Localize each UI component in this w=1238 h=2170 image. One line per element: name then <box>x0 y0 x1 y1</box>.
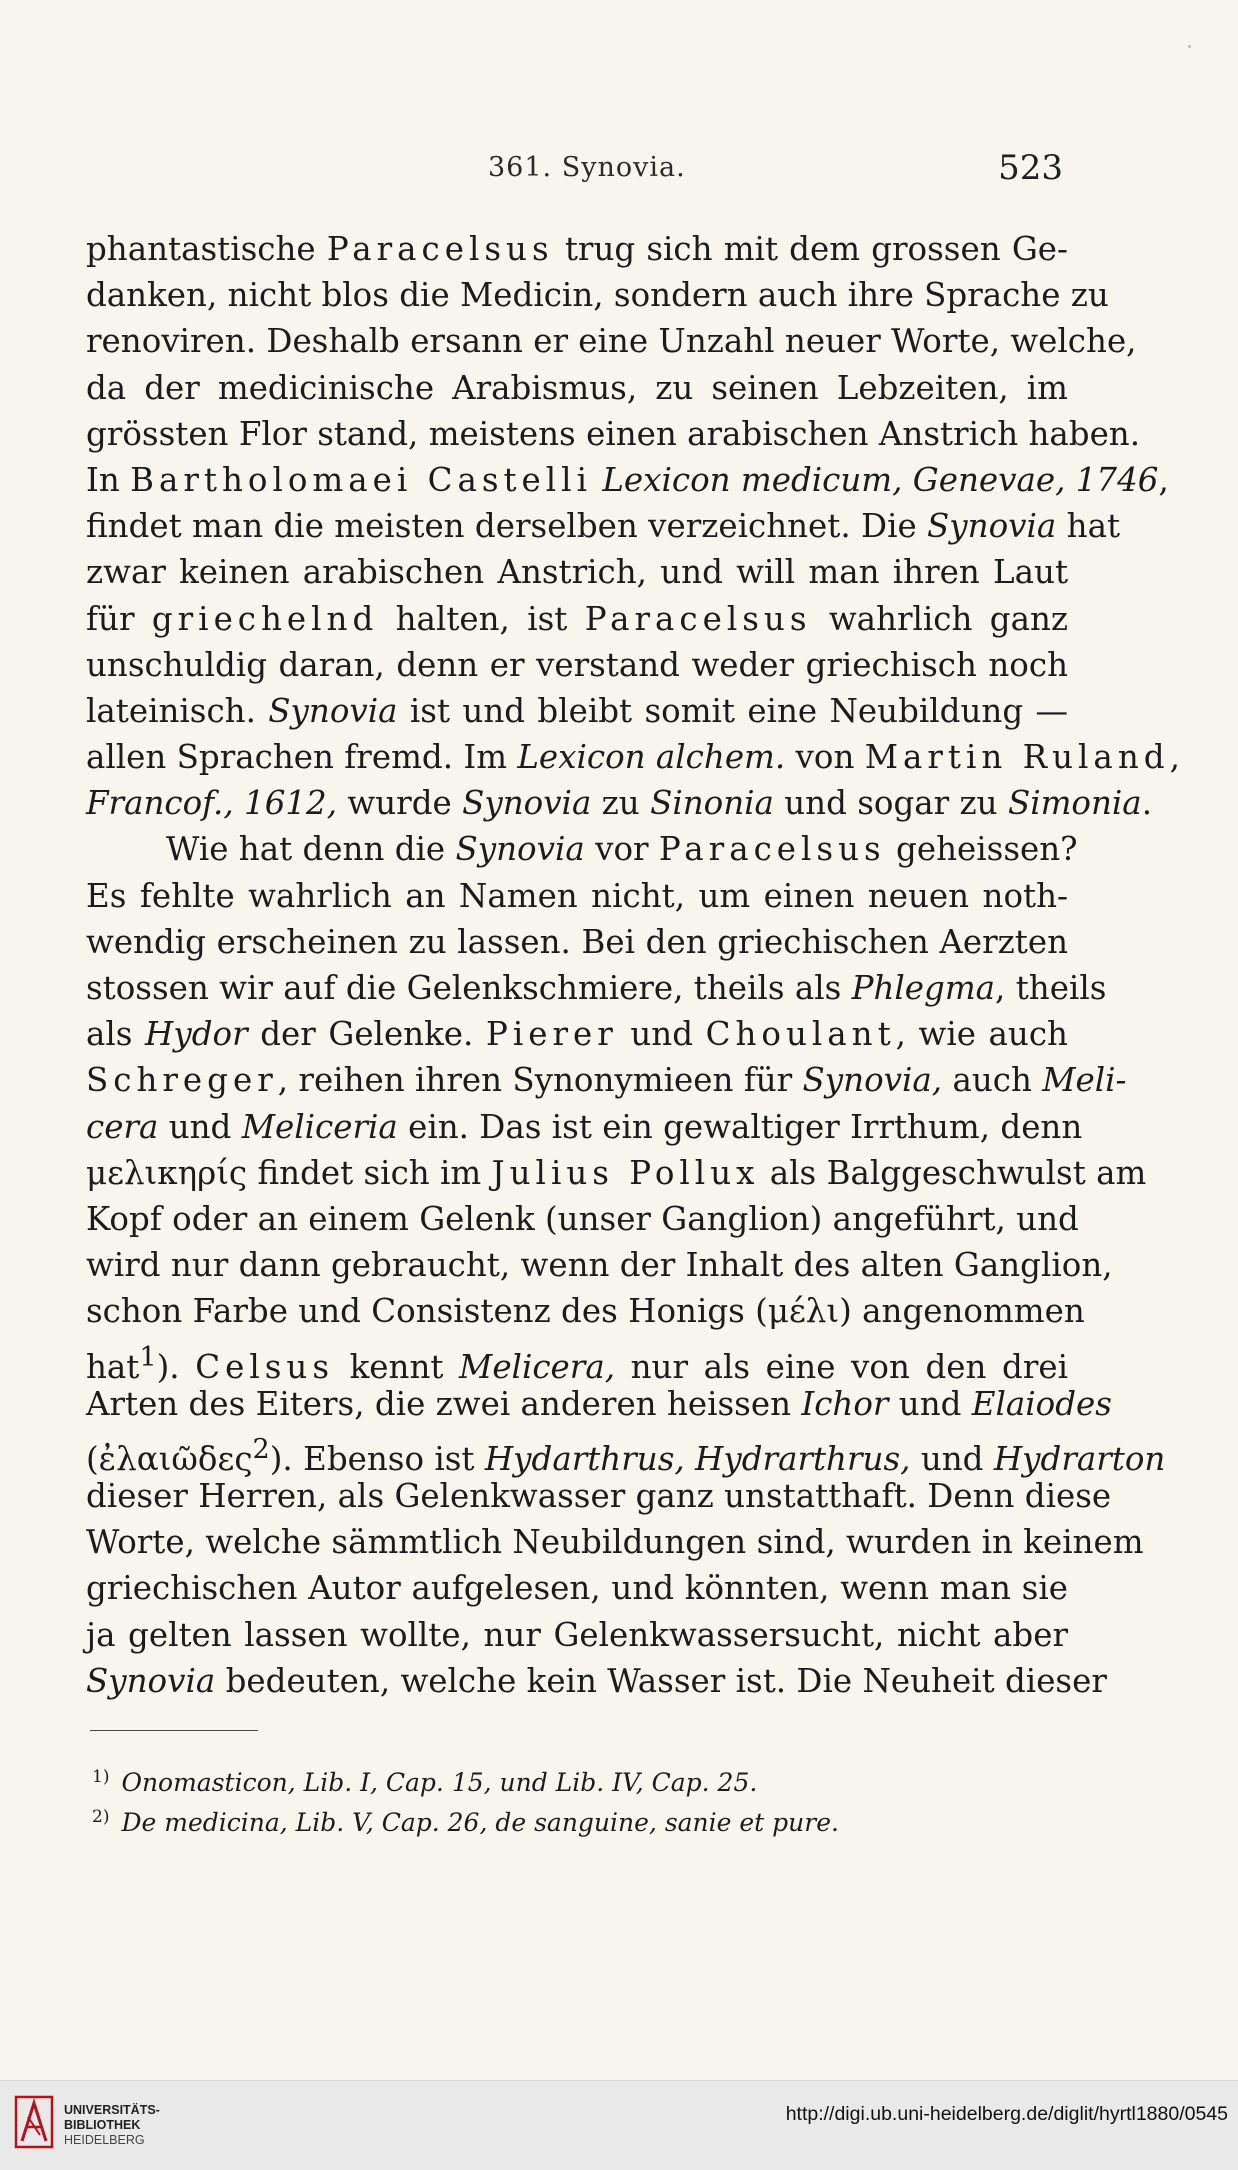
library-name[interactable] <box>64 2103 160 2148</box>
page-number: 523 <box>998 148 1063 188</box>
viewer-footer <box>0 2080 1238 2170</box>
scan-speck <box>1188 45 1191 48</box>
body-text <box>86 226 1180 1704</box>
running-title: 361. Synovia. <box>488 152 686 183</box>
text-line: Schreger, reihen ihren Synonymieen für Synovia, auch Meli- <box>86 1061 1127 1100</box>
running-head <box>0 148 1238 188</box>
text-line: wendig erscheinen zu lassen. Bei den griechischen Aerzten <box>86 922 1068 961</box>
footnote-1 <box>92 1757 992 1797</box>
library-name-line: BIBLIOTHEK <box>64 2118 141 2132</box>
text-line: danken, nicht blos die Medicin, sondern auch ihre Sprache zu <box>86 276 1109 315</box>
footnote-mark: 2) <box>92 1807 110 1827</box>
library-name-line: HEIDELBERG <box>64 2133 145 2147</box>
text-line: allen Sprachen fremd. Im Lexicon alchem. von Martin Ruland, <box>86 738 1180 777</box>
text-line: zwar keinen arabischen Anstrich, und will man ihren Laut <box>86 553 1068 592</box>
footnote-separator <box>90 1730 258 1731</box>
footnote-text: De medicina, Lib. V, Cap. 26, de sanguine, sanie et pure. <box>121 1808 839 1837</box>
text-line: da der medicinische Arabismus, zu seinen Lebzeiten, im <box>86 368 1068 407</box>
text-line: griechischen Autor aufgelesen, und könnten, wenn man sie <box>86 1569 1068 1608</box>
text-line: stossen wir auf die Gelenkschmiere, theils als Phlegma, theils <box>86 969 1107 1007</box>
text-line: Synovia bedeuten, welche kein Wasser ist. Die Neuheit dieser <box>86 1661 1107 1700</box>
text-line: Francof., 1612, wurde Synovia zu Sinonia und sogar zu Simonia. <box>86 784 1153 823</box>
text-line: wird nur dann gebraucht, wenn der Inhalt des alten Ganglion, <box>86 1246 1113 1285</box>
text-line: unschuldig daran, denn er verstand weder griechisch noch <box>86 645 1068 684</box>
text-line: Kopf oder an einem Gelenk (unser Ganglion) angeführt, und <box>86 1199 1079 1238</box>
text-line: ja gelten lassen wollte, nur Gelenkwassersucht, nicht aber <box>86 1615 1068 1654</box>
text-line: grössten Flor stand, meistens einen arabischen Anstrich haben. <box>86 414 1141 453</box>
text-line: Worte, welche sämmtlich Neubildungen sind, wurden in keinem <box>86 1523 1144 1562</box>
footnote-text: Onomasticon, Lib. I, Cap. 15, und Lib. IV, Cap. 25. <box>121 1768 758 1797</box>
text-line: Es fehlte wahrlich an Namen nicht, um einen neuen noth- <box>86 876 1068 915</box>
text-line: schon Farbe und Consistenz des Honigs (μέλι) angenommen <box>86 1292 1085 1331</box>
text-line: hat$^1$). Celsus kennt Melicera, nur als eine von den drei <box>86 1341 1069 1386</box>
footnotes <box>92 1757 992 1837</box>
text-line: cera und Meliceria ein. Das ist ein gewaltiger Irrthum, denn <box>86 1107 1083 1146</box>
library-name-line: UNIVERSITÄTS- <box>64 2103 160 2117</box>
footnote-2 <box>92 1797 992 1837</box>
text-line: renoviren. Deshalb ersann er eine Unzahl neuer Worte, welche, <box>86 322 1137 361</box>
text-line: als Hydor der Gelenke. Pierer und Choulant, wie auch <box>86 1015 1068 1054</box>
source-url-link[interactable]: http://digi.ub.uni-heidelberg.de/diglit/hyrtl1880/0545 <box>785 2103 1228 2125</box>
text-line: lateinisch. Synovia ist und bleibt somit eine Neubildung — <box>86 691 1068 730</box>
text-line: Wie hat denn die Synovia vor Paracelsus geheissen? <box>166 830 1078 869</box>
text-line: μελικηρίς findet sich im Julius Pollux als Balggeschwulst am <box>86 1153 1147 1192</box>
text-line: (ἐλαιῶδες$^2$). Ebenso ist Hydarthrus, Hydrarthrus, und Hydrarton <box>86 1433 1166 1478</box>
footnote-mark: 1) <box>92 1767 110 1787</box>
university-library-logo-icon[interactable] <box>14 2091 54 2153</box>
text-line: für griechelnd halten, ist Paracelsus wahrlich ganz <box>86 599 1068 638</box>
text-line: In Bartholomaei Castelli Lexicon medicum, Genevae, 1746, <box>86 460 1169 499</box>
text-line: Arten des Eiters, die zwei anderen heissen Ichor und Elaiodes <box>86 1384 1112 1423</box>
text-line: dieser Herren, als Gelenkwasser ganz unstatthaft. Denn diese <box>86 1477 1112 1516</box>
text-line: findet man die meisten derselben verzeichnet. Die Synovia hat <box>86 507 1121 546</box>
text-line: phantastische Paracelsus trug sich mit dem grossen Ge- <box>86 230 1068 268</box>
